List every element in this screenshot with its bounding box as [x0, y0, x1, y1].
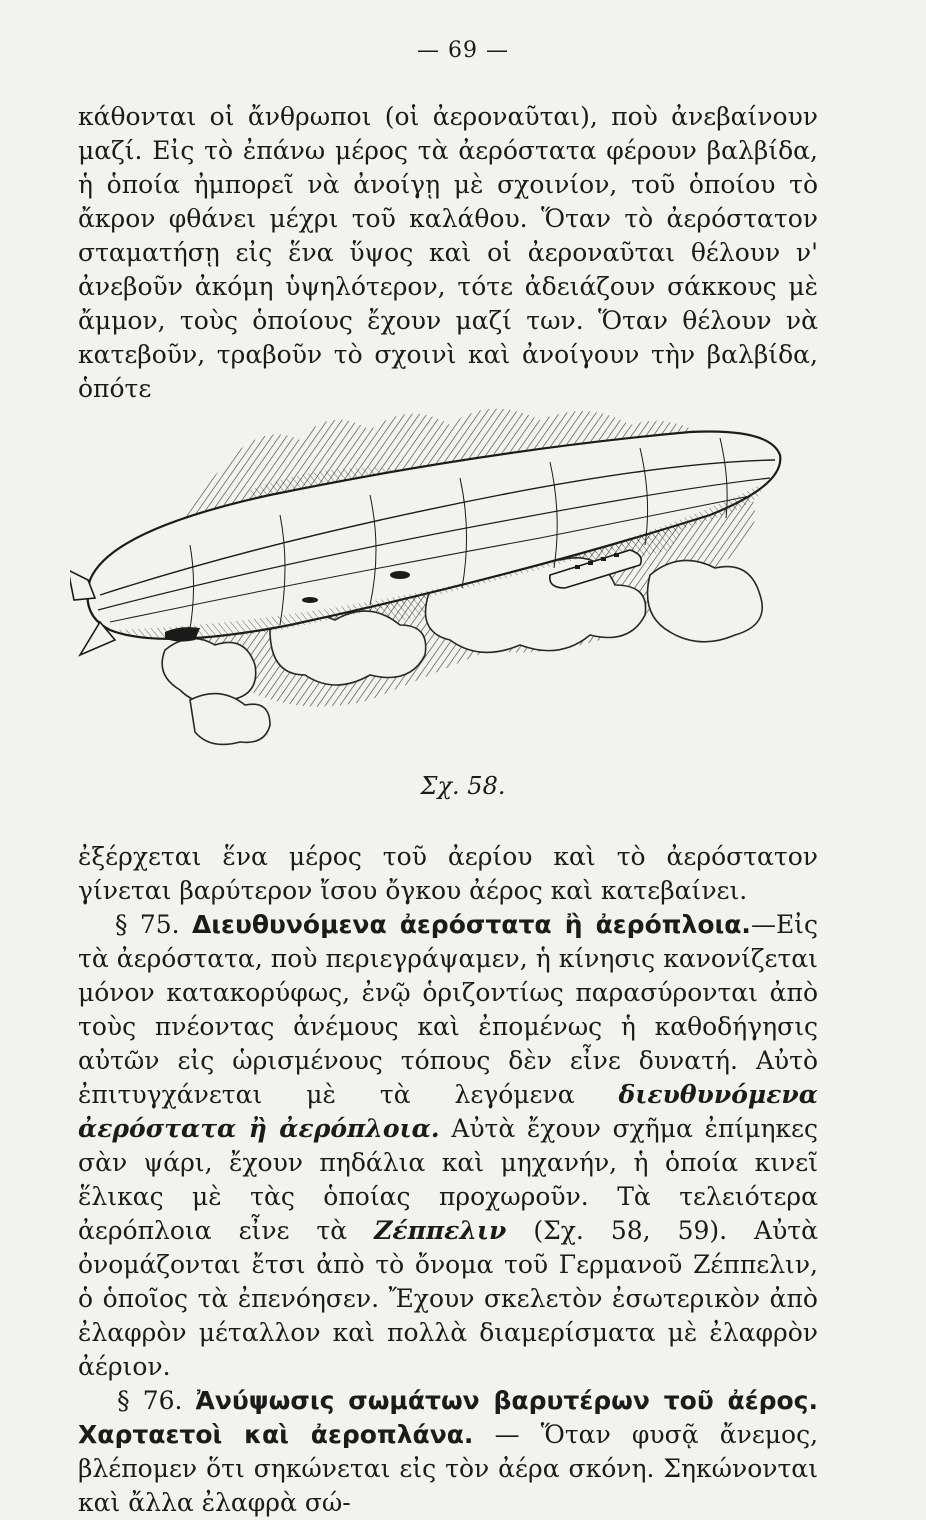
body-text — [78, 840, 818, 1520]
paragraph-balloon-descent: ἐξέρχεται ἕνα μέρος τοῦ ἀερίου καὶ τὸ ἀερόστατον γίνεται βαρύτερον ἴσου ὄγκου ἀέρος καὶ κατεβαίνει. — [78, 842, 818, 905]
section-76-text: — Ὅταν φυσᾷ ἄνεμος, βλέπομεν ὅτι σηκώνεται εἰς τὸν ἀέρα σκόνη. Σηκώνονται καὶ ἄλλα ἐλαφρὰ σώ- — [78, 1420, 819, 1517]
section-75-term-directed-airships: διευθυνόμενα ἀερόστατα ἢ ἀερόπλοια. — [78, 1080, 818, 1143]
section-76-number: § 76. — [117, 1386, 183, 1415]
section-75-term-zeppelin: Ζέππελιν — [374, 1216, 507, 1245]
figure-caption: Σχ. 58. — [420, 772, 506, 800]
paragraph-balloon-valve: κάθονται οἱ ἄνθρωποι (οἱ ἀεροναῦται), ποὺ ἀνεβαίνουν μαζί. Εἰς τὸ ἐπάνω μέρος τὰ ἀερόστατα φέρουν βαλβίδα, ἡ ὁποία ἠμπορεῖ νὰ ἀνοίγῃ μὲ σχοινίον, τοῦ ὁποίου τὸ ἄκρον φθάνει μέχρι τοῦ καλάθου. Ὅταν τὸ ἀερόστατον σταματήσῃ εἰς ἕνα ὕψος καὶ οἱ ἀεροναῦται θέλουν ν' ἀνεβοῦν ἀκόμη ὑψηλότερον, τότε ἀδειάζουν σάκκους μὲ ἄμμον, τοὺς ὁποίους ἔχουν μαζί των. Ὅταν θέλουν νὰ κατεβοῦν, τραβοῦν τὸ σχοινὶ καὶ ἀνοίγουν τὴν βαλβίδα, ὁπότε — [78, 102, 818, 403]
zeppelin-illustration — [70, 400, 790, 800]
section-75-heading: Διευθυνόμενα ἀερόστατα ἢ ἀερόπλοια. — [191, 910, 751, 939]
page-number: — 69 — — [417, 38, 509, 63]
section-75-text-a: —Εἰς τὰ ἀερόστατα, ποὺ περιεγράψαμεν, ἡ κίνησις κανονίζεται μόνον κατακορύφως, ἐνῷ ὁριζοντίως παρασύρονται ἀπὸ τοὺς πνέοντας ἀνέμους καὶ ἐπομένως ἡ καθοδήγησις αὐτῶν εἰς ὡρισμένους τόπους δὲν εἶνε δυνατή. Αὐτὸ ἐπιτυγχάνεται μὲ τὰ λεγόμενα — [78, 910, 818, 1109]
section-76-heading: Ἀνύψωσις σωμάτων βαρυτέρων τοῦ ἀέρος. Χαρταετοὶ καὶ ἀεροπλάνα. — [78, 1386, 818, 1449]
section-75-text-c: (Σχ. 58, 59). Αὐτὰ ὀνομάζονται ἔτσι ἀπὸ τὸ ὄνομα τοῦ Γερμανοῦ Ζέππελιν, ὁ ὁποῖος τὰ ἐπενόησεν. Ἔχουν σκελετὸν ἐσωτερικὸν ἀπὸ ἐλαφρὸν μέταλλον καὶ πολλὰ διαμερίσματα μὲ ἐλαφρὸν ἀέριον. — [78, 1216, 819, 1381]
section-75-text-b: Αὐτὰ ἔχουν σχῆμα ἐπίμηκες σὰν ψάρι, ἔχουν πηδάλια καὶ μηχανήν, ἡ ὁποία κινεῖ ἕλικας μὲ τὰς ὁποίας προχωροῦν. Τὰ τελειότερα ἀερόπλοια εἶνε τὰ — [78, 1114, 819, 1245]
section-75-number: § 75. — [115, 910, 180, 939]
